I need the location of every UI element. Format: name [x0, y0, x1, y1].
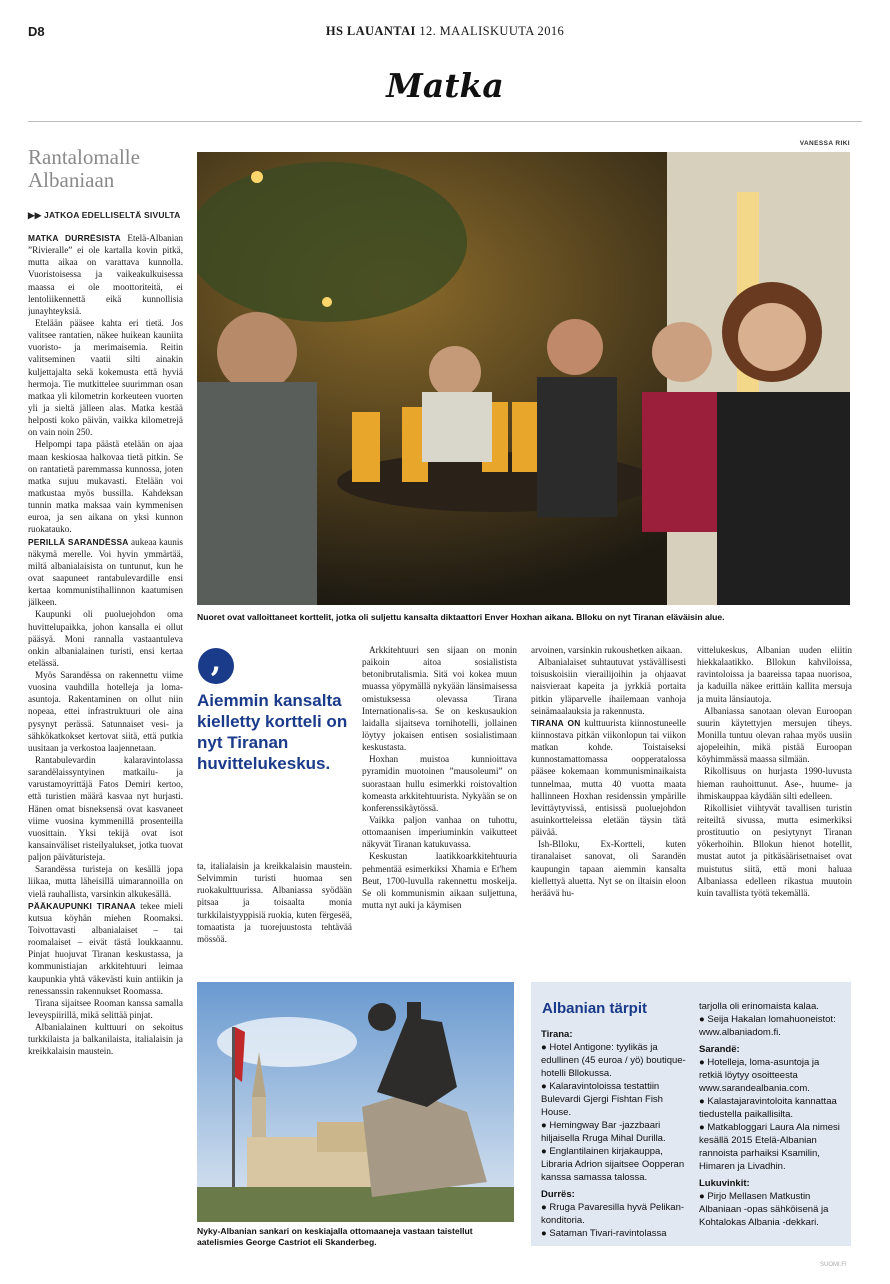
body-paragraph: Helpompi tapa päästä etelään on ajaa maan keskiosaa halkovaa tietä pitkin. Se on rantatietä paremmassa kunnossa, joten matka sujuu mukavasti. Etelään voi matkustaa myös bussilla. Kahdeksan tunnin matka maksaa vain kymmenisen euroa, ja sen aikana on yksi kunnon ruokatauko.	[28, 439, 183, 535]
body-paragraph: Myös Sarandëssa on rakennettu viime vuosina vauhdilla hotelleja ja loma-asuntoja. Rakentaminen on ollut niin nopeaa, ettei infrastruktuuri ole aina pysynyt perässä. Satunnaiset vesi- ja sähkökatkokset kertovat siitä, että putkia uusitaan ja verkostoa laajennetaan.	[28, 670, 183, 753]
body-paragraph: Albanialainen kulttuuri on sekoitus turkkilaista ja balkanilaista, italialaisin ja kreikkalaisin maustein.	[28, 1022, 183, 1057]
body-paragraph: Keskustan laatikkoarkkitehtuuria pehmentää esimerkiksi Xhamia e Et'hem Beut, 1700-luvulla rakennettu moskeija. Se oli kommunismin aikaan suljettuna, mutta nyt auki ja käymisen	[362, 851, 517, 910]
quote-icon: ,	[198, 648, 234, 684]
body-column-4	[531, 644, 686, 974]
body-paragraph: MATKA DURRËSISTA Etelä-Albanian ”Rivieralle” ei ole kartalla kovin pitkä, mutta aikaa on varattava kunnolla. Vuoristoisessa ja vaikeakulkuisessa maassa ei ole moottoriteitä, ei lentoliikennettä eikä kunnollisia junayhteyksiä.	[28, 233, 183, 316]
body-paragraph: TIRANA ON kulttuurista kiinnostuneelle kiinnostava pitkän viikonlopun tai viikon matkan kohde. Toistaiseksi kunnostamattomassa oopperatalossa pääsee kokemaan kommunisminaikaista tunnelmaa, mutta 40 vuotta maata hallinneen Hoxhan residenssin ympärille levittäytyvissä, entisissä puoluejohdon asuinkortteleissa eletään täysin tätä päivää.	[531, 717, 686, 838]
running-head	[300, 24, 590, 39]
tips-item: ● Seija Hakalan lomahuoneistot: www.albaniadom.fi.	[699, 1014, 836, 1038]
section-title: Matka	[386, 66, 504, 105]
body-paragraph: Albanialaiset suhtautuvat ystävällisesti toisuskoisiin vierailijoihin ja ohjaavat naisvieraat kapeita ja jyrkkiä portaita pitkin yläparvelle ihailemaan vanhoja seinämaalauksia ja rakennusta.	[531, 657, 686, 716]
body-paragraph: Ish-Blloku, Ex-Kortteli, kuten tiranalaiset sanovat, oli Sarandën kaupungin tapaan aiemmin kansalta kiellettyä aluetta. Nyt se on iltaisin eloon heräävä hu-	[531, 839, 686, 898]
statue-photo-illustration	[197, 982, 514, 1222]
body-paragraph: Tirana sijaitsee Rooman kanssa samalla leveyspiirillä, mikä selittää pinjat.	[28, 997, 183, 1020]
photo-credit: VANESSA RIKI	[799, 140, 850, 147]
body-paragraph: Kaupunki oli puoluejohdon oma huvittelupaikka, johon kansalla ei ollut pääsyä. Moni rannalla vastaantuleva onkin albanialainen turisti, ensi kertaa etelässä.	[28, 609, 183, 668]
tips-subheading: Durrës:	[541, 1189, 575, 1200]
body-paragraph: Vaikka paljon vanhaa on tuhottu, ottomaanisen imperiuminkin vaikutteet näkyvät Tiranan katukuvassa.	[362, 814, 517, 850]
tips-subheading: Tirana:	[541, 1029, 573, 1040]
issue-date: 12. MAALISKUUTA 2016	[419, 24, 565, 38]
paragraph-lead: PERILLÄ SARANDËSSA	[28, 536, 129, 547]
body-paragraph: Arkkitehtuuri sen sijaan on monin paikoin aitoa sosialistista betonibrutalismia. Sitä voi kokea muun muassa yöpymällä nykyään länsimaisessa omistuksessa olevassa Tirana Internationalis-sa. Se on keskusaukion laidalla sijaitseva tornihotelli, jollainen löytyy jokaisen entisen sosialistimaan keskustasta.	[362, 645, 517, 753]
paragraph-lead: TIRANA ON	[531, 717, 581, 728]
article-headline: Rantalomalle Albaniaan	[28, 145, 140, 192]
tips-column-1	[541, 1024, 691, 1240]
body-paragraph: arvoinen, varsinkin rukoushetken aikaan.	[531, 645, 683, 655]
tips-box-title: Albanian tärpit	[542, 1000, 648, 1017]
body-paragraph: Sarandëssa turisteja on kesällä jopa liikaa, mutta läheisillä uimarannoilla on vielä rauhallista, varsinkin alkukesällä.	[28, 864, 183, 899]
paragraph-lead: MATKA DURRËSISTA	[28, 233, 121, 243]
cafe-photo	[197, 152, 850, 605]
pull-quote: Aiemmin kansalta kielletty kortteli on nyt Tiranan huvittelukeskus.	[197, 691, 348, 773]
tips-item: ● Hotel Antigone: tyylikäs ja edullinen (45 euroa / yö) boutique-hotelli Bllokussa.	[541, 1042, 686, 1079]
tips-column-2	[699, 1000, 844, 1229]
tips-item: ● Hotelleja, loma-asuntoja ja retkiä löytyy osoitteesta www.sarandealbania.com.	[699, 1057, 820, 1094]
left-column	[28, 232, 183, 1252]
continued-label	[28, 210, 188, 221]
body-column-2	[197, 860, 352, 970]
header-divider	[28, 121, 862, 122]
tips-item: ● Kalastajaravintoloita kannattaa tiedustella paikallisilta.	[699, 1096, 837, 1120]
tips-item: ● Rruga Pavaresilla hyvä Pelikan-konditoria.	[541, 1202, 685, 1226]
tips-item: ● Sataman Tivari-ravintolassa	[541, 1228, 667, 1239]
tips-item: tarjolla oli erinomaista kalaa.	[699, 1001, 819, 1012]
page-number: D8	[28, 24, 45, 39]
body-paragraph: ta, italialaisin ja kreikkalaisin maustein. Selvimmin turisti huomaa sen ruokakulttuurissa. Albaniassa syödään pitsaa ja toisaalta monia turkkilaistyyppisiä ruokia, kuten fërgesëä, tomaatista ja tuorejuustosta tehtävää mössöä.	[197, 861, 352, 944]
tips-subheading: Lukuvinkit:	[699, 1178, 750, 1189]
body-paragraph: vittelukeskus, Albanian uuden eliitin hiekkalaatikko. Bllokun kahviloissa, ravintoloissa ja baareissa tapaa nuorisoa, ja kaduilla näkee erittäin kallita mersuja ja muita länsiautoja.	[697, 645, 852, 704]
body-paragraph: PÄÄKAUPUNKI TIRANAA tekee mieli kutsua köyhän miehen Roomaksi. Toivottavasti albanialaiset – tai roomalaiset – eivät tästä loukkaannu. Pinjat huojuvat Tiranan keskustassa, ja kommunistiajan arkkitehtuuri leimaa kaupunkia yhtä väkevästi kuin antiikin ja renessanssin rakennukset Roomassa.	[28, 900, 183, 996]
tips-item: ● Kalaravintoloissa testattiin Bulevardi Gjergi Fishtan Fish House.	[541, 1081, 663, 1118]
tips-item: ● Hemingway Bar -jazzbaari hiljaisella Rruga Mihal Durilla.	[541, 1120, 666, 1144]
tips-item: ● Matkabloggari Laura Ala nimesi kesällä 2015 Etelä-Albanian rannoista parhaiksi Ksamilin, Himaren ja Livadhin.	[699, 1122, 840, 1172]
body-column-3	[362, 644, 517, 974]
body-paragraph: Etelään pääsee kahta eri tietä. Jos valitsee rantatien, näkee huikean kauniita vuoristo- ja merimaisemia. Reitin valitseminen vaatii silti ainakin kuljettajalta sekä kokemusta että hyviä hermoja. Tie mutkittelee suurimman osan matkaa yli kilometrin korkeuteen vuorten yli ja sieltä jälleen alas. Matka kestää helposti koko päivän, vaikka kilometrejä on vain noin 250.	[28, 317, 183, 438]
tips-item: ● Englantilainen kirjakauppa, Libraria Adrion sijaitsee Oopperan kanssa samassa talossa.	[541, 1146, 685, 1183]
statue-photo	[197, 982, 514, 1222]
paragraph-lead: PÄÄKAUPUNKI TIRANAA	[28, 900, 136, 911]
body-paragraph: Albaniassa sanotaan olevan Euroopan suurin käytettyjen mersujen tiheys. Monilla tuntuu olevan rahaa myös uusiin ajopeleihin, mikä pistää Euroopan köyhimmässä maassa silmään.	[697, 705, 852, 765]
tips-item: ● Pirjo Mellasen Matkustin Albaniaan -opas sähköisenä ja Kohtalokas Albania -dekkari.	[699, 1191, 829, 1228]
continued-text: JATKOA EDELLISELTÄ SIVULTA	[44, 210, 181, 220]
body-paragraph: Hoxhan muistoa kunnioittava pyramidin muotoinen ”mausoleumi” on suorastaan hullu esimerkki roistovaltion komeasta arkkitehtuurista. Nykyään se on konferenssikäytössä.	[362, 754, 517, 813]
body-paragraph: Rantabulevardin kalaravintolassa sarandëlaissyntyinen matkailu- ja varustamoyrittäjä Fatos Demiri kertoo, että turistien määrä kasvaa nyt hurjasti. Hänen omat bisneksensä ovat kasvaneet viime vuosina kymmenillä prosenteilla vuosittain. Yksi tekijä ovat isot kansainväliset risteilyalukset, jotka tuovat paljon päiväturisteja.	[28, 755, 183, 863]
footer-watermark: SUOMI.FI	[820, 1262, 847, 1268]
arrow-icon: ▶▶	[28, 210, 45, 220]
photo1-caption: Nuoret ovat valloittaneet korttelit, jotka oli suljettu kansalta diktaattori Enver Hoxhan aikana. Blloku on nyt Tiranan eläväisin alue.	[197, 612, 725, 622]
tips-subheading: Sarandë:	[699, 1044, 740, 1055]
body-paragraph: Rikollisiet viihtyvät tavallisen turistin reiteiltä sivussa, mutta esimerkiksi prostituutio on pesiytynyt Tiranan yökerhoihin. Bllokun hienot hotellit, mustat autot ja pitkäsäärisetnaiset ovat muistutus siitä, että moni haluaa Albaniassa edelleen rikastua muutoin kuin tavallista työtä tekemällä.	[697, 802, 852, 898]
body-column-5	[697, 644, 852, 974]
photo2-caption: Nyky-Albanian sankari on keskiajalla ottomaaneja vastaan taistellut aatelismies George Castriot eli Skanderbeg.	[197, 1226, 473, 1247]
paper-name: HS LAUANTAI	[325, 24, 416, 38]
body-paragraph: PERILLÄ SARANDËSSA aukeaa kaunis näkymä merelle. Voi hyvin ymmärtää, miltä albanialaisista on tuntunut, kun he ovat saapuneet rantabulevardille ensi kertaa kommunistihallinnon kaatumisen jälkeen.	[28, 536, 183, 608]
cafe-photo-illustration	[197, 152, 850, 605]
body-paragraph: Rikollisuus on hurjasta 1990-luvusta hieman rauhoittunut. Ase-, huume- ja ihmiskauppaa käydään silti edelleen.	[697, 766, 852, 801]
